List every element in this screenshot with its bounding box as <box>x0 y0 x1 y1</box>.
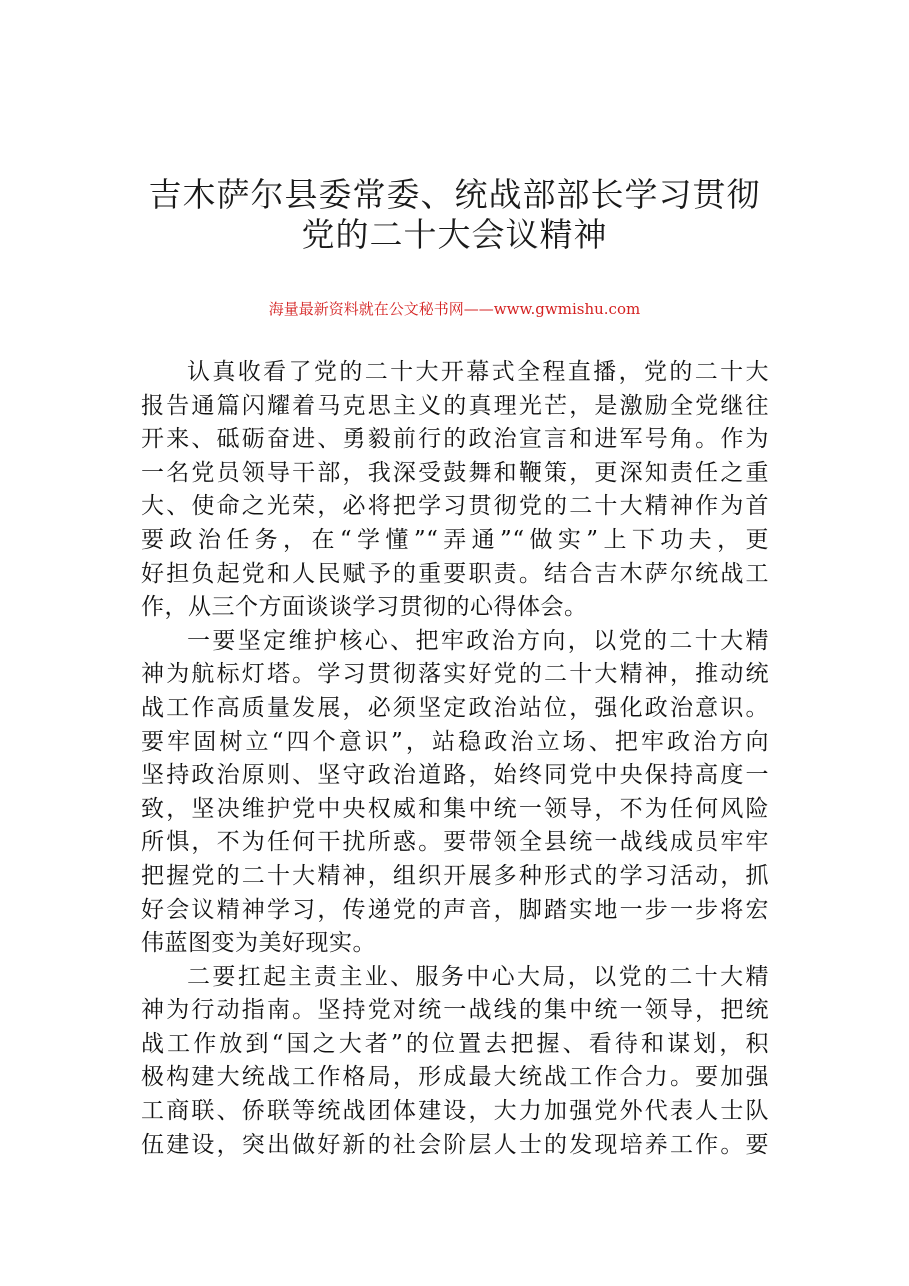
paragraph-line: 认真收看了党的二十大开幕式全程直播，党的二十大 <box>187 359 769 385</box>
paragraph-line: 要政治任务，在“学懂”“弄通”“做实”上下功夫，更 <box>141 526 769 553</box>
paragraph-line: 所惧，不为任何干扰所惑。要带领全县统一战线成员牢牢 <box>141 829 769 856</box>
paragraph-line: 把握党的二十大精神，组织开展多种形式的学习活动，抓 <box>141 862 769 889</box>
paragraph-line: 报告通篇闪耀着马克思主义的真理光芒，是激励全党继往 <box>141 392 769 419</box>
paragraph-line: 致，坚决维护党中央权威和集中统一领导，不为任何风险 <box>141 795 769 822</box>
paragraph-line: 极构建大统战工作格局，形成最大统战工作合力。要加强 <box>141 1064 769 1091</box>
document-title-line-1: 吉木萨尔县委常委、统战部部长学习贯彻 <box>148 175 761 214</box>
paragraph-line: 大、使命之光荣，必将把学习贯彻党的二十大精神作为首 <box>141 493 769 520</box>
paragraph-line: 坚持政治原则、坚守政治道路，始终同党中央保持高度一 <box>141 762 769 789</box>
paragraph-line: 工商联、侨联等统战团体建设，大力加强党外代表人士队 <box>141 1098 769 1125</box>
paragraph-line: 二要扛起主责主业、服务中心大局，以党的二十大精 <box>187 963 769 990</box>
paragraph-line: 战工作放到“国之大者”的位置去把握、看待和谋划，积 <box>141 1030 769 1057</box>
paragraph-line: 好会议精神学习，传递党的声音，脚踏实地一步一步将宏 <box>141 896 769 923</box>
source-note: 海量最新资料就在公文秘书网——www.gwmishu.com <box>268 300 641 318</box>
paragraph-line: 一要坚定维护核心、把牢政治方向，以党的二十大精 <box>187 627 769 654</box>
document-body <box>141 356 769 1162</box>
paragraph-line: 开来、砥砺奋进、勇毅前行的政治宣言和进军号角。作为 <box>141 426 769 453</box>
document-title-line-2: 党的二十大会议精神 <box>301 215 608 254</box>
paragraph-line: 要牢固树立“四个意识”，站稳政治立场、把牢政治方向 <box>141 728 769 755</box>
paragraph-line: 战工作高质量发展，必须坚定政治站位，强化政治意识。 <box>141 694 769 721</box>
paragraph-line: 一名党员领导干部，我深受鼓舞和鞭策，更深知责任之重 <box>141 459 769 486</box>
paragraph-line: 神为航标灯塔。学习贯彻落实好党的二十大精神，推动统 <box>141 661 769 688</box>
paragraph-line: 好担负起党和人民赋予的重要职责。结合吉木萨尔统战工 <box>141 560 769 587</box>
paragraph-line: 作，从三个方面谈谈学习贯彻的心得体会。 <box>141 594 588 621</box>
paragraph-line: 伍建设，突出做好新的社会阶层人士的发现培养工作。要 <box>141 1131 769 1158</box>
paragraph-line: 伟蓝图变为美好现实。 <box>141 930 376 957</box>
paragraph-line: 神为行动指南。坚持党对统一战线的集中统一领导，把统 <box>141 997 769 1024</box>
